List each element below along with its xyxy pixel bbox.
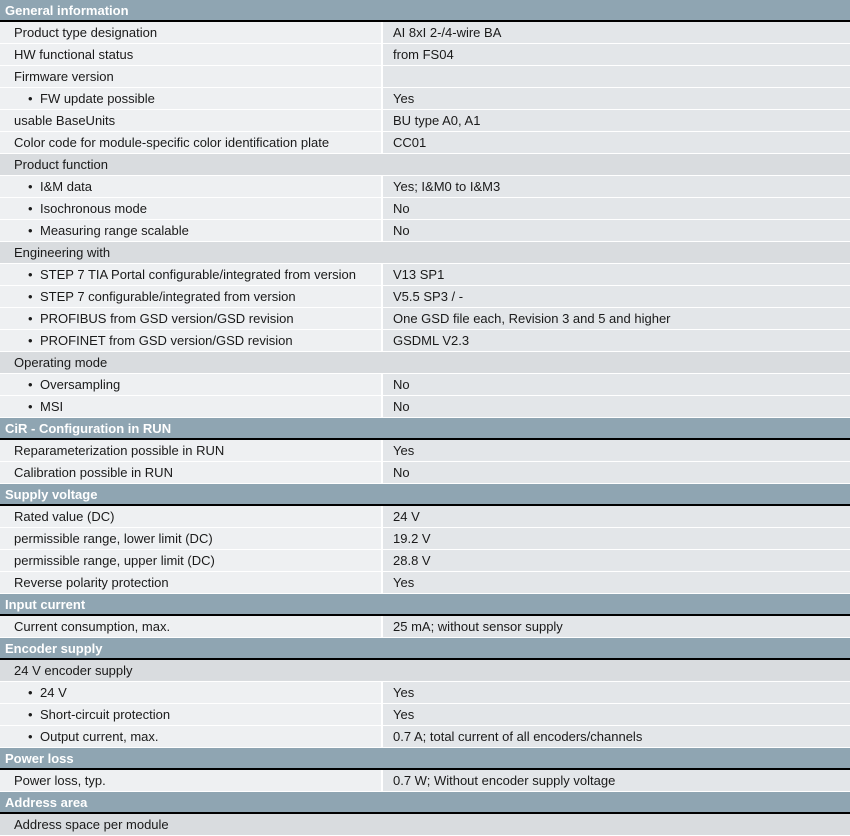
spec-row	[0, 506, 850, 528]
spec-value: Yes; I&M0 to I&M3	[383, 176, 850, 197]
spec-row	[0, 374, 850, 396]
section-header-supply-voltage: Supply voltage	[0, 484, 850, 506]
spec-row	[0, 462, 850, 484]
spec-label: Reverse polarity protection	[0, 572, 383, 593]
spec-label: HW functional status	[0, 44, 383, 65]
spec-value: One GSD file each, Revision 3 and 5 and higher	[383, 308, 850, 329]
spec-group-label: Product function	[0, 154, 850, 175]
spec-row	[0, 286, 850, 308]
spec-value: 19.2 V	[383, 528, 850, 549]
spec-row	[0, 308, 850, 330]
spec-row	[0, 198, 850, 220]
spec-label: • 24 V	[0, 682, 383, 703]
spec-value	[383, 66, 850, 87]
spec-group-row	[0, 660, 850, 682]
spec-label: • MSI	[0, 396, 383, 417]
spec-label: Reparameterization possible in RUN	[0, 440, 383, 461]
spec-row	[0, 132, 850, 154]
section-header-encoder-supply: Encoder supply	[0, 638, 850, 660]
section-header-address-area: Address area	[0, 792, 850, 814]
spec-row	[0, 110, 850, 132]
section-header-power-loss: Power loss	[0, 748, 850, 770]
spec-label: Color code for module-specific color identification plate	[0, 132, 383, 153]
spec-value: No	[383, 374, 850, 395]
spec-row	[0, 572, 850, 594]
spec-group-label: Operating mode	[0, 352, 850, 373]
spec-row	[0, 770, 850, 792]
spec-value: from FS04	[383, 44, 850, 65]
spec-label: usable BaseUnits	[0, 110, 383, 131]
spec-row	[0, 704, 850, 726]
spec-row	[0, 176, 850, 198]
spec-label: Calibration possible in RUN	[0, 462, 383, 483]
spec-row	[0, 616, 850, 638]
section-header-cir-configuration-in-run: CiR - Configuration in RUN	[0, 418, 850, 440]
spec-label: • Short-circuit protection	[0, 704, 383, 725]
spec-group-row	[0, 242, 850, 264]
spec-row	[0, 528, 850, 550]
spec-group-label: Address space per module	[0, 814, 850, 835]
spec-row	[0, 550, 850, 572]
spec-label: Current consumption, max.	[0, 616, 383, 637]
spec-label: • PROFINET from GSD version/GSD revision	[0, 330, 383, 351]
spec-label: permissible range, upper limit (DC)	[0, 550, 383, 571]
spec-value: GSDML V2.3	[383, 330, 850, 351]
spec-value: Yes	[383, 704, 850, 725]
spec-value: No	[383, 198, 850, 219]
spec-label: Firmware version	[0, 66, 383, 87]
spec-group-label: Engineering with	[0, 242, 850, 263]
spec-value: 28.8 V	[383, 550, 850, 571]
spec-group-row	[0, 154, 850, 176]
spec-value: No	[383, 396, 850, 417]
spec-group-row	[0, 352, 850, 374]
spec-label: • STEP 7 TIA Portal configurable/integrated from version	[0, 264, 383, 285]
spec-value: Yes	[383, 440, 850, 461]
section-header-input-current: Input current	[0, 594, 850, 616]
spec-value: Yes	[383, 572, 850, 593]
spec-row	[0, 396, 850, 418]
spec-value: No	[383, 220, 850, 241]
spec-group-label: 24 V encoder supply	[0, 660, 850, 681]
spec-value: AI 8xI 2-/4-wire BA	[383, 22, 850, 43]
spec-row	[0, 220, 850, 242]
spec-value: Yes	[383, 88, 850, 109]
spec-row	[0, 88, 850, 110]
spec-value: 24 V	[383, 506, 850, 527]
spec-label: permissible range, lower limit (DC)	[0, 528, 383, 549]
spec-label: • Measuring range scalable	[0, 220, 383, 241]
spec-value: BU type A0, A1	[383, 110, 850, 131]
spec-value: 25 mA; without sensor supply	[383, 616, 850, 637]
spec-label: Rated value (DC)	[0, 506, 383, 527]
spec-label: • FW update possible	[0, 88, 383, 109]
spec-value: V5.5 SP3 / -	[383, 286, 850, 307]
spec-group-row	[0, 814, 850, 836]
spec-row	[0, 726, 850, 748]
spec-row	[0, 44, 850, 66]
spec-label: • Output current, max.	[0, 726, 383, 747]
spec-label: Power loss, typ.	[0, 770, 383, 791]
spec-value: CC01	[383, 132, 850, 153]
spec-row	[0, 440, 850, 462]
spec-value: Yes	[383, 682, 850, 703]
spec-row	[0, 330, 850, 352]
spec-row	[0, 264, 850, 286]
spec-label: Product type designation	[0, 22, 383, 43]
spec-value: 0.7 W; Without encoder supply voltage	[383, 770, 850, 791]
spec-label: • I&M data	[0, 176, 383, 197]
spec-row	[0, 682, 850, 704]
spec-value: 0.7 A; total current of all encoders/channels	[383, 726, 850, 747]
spec-row	[0, 66, 850, 88]
spec-label: • STEP 7 configurable/integrated from version	[0, 286, 383, 307]
spec-value: No	[383, 462, 850, 483]
section-header-general-information: General information	[0, 0, 850, 22]
spec-label: • PROFIBUS from GSD version/GSD revision	[0, 308, 383, 329]
spec-row	[0, 22, 850, 44]
spec-label: • Isochronous mode	[0, 198, 383, 219]
spec-value: V13 SP1	[383, 264, 850, 285]
spec-label: • Oversampling	[0, 374, 383, 395]
